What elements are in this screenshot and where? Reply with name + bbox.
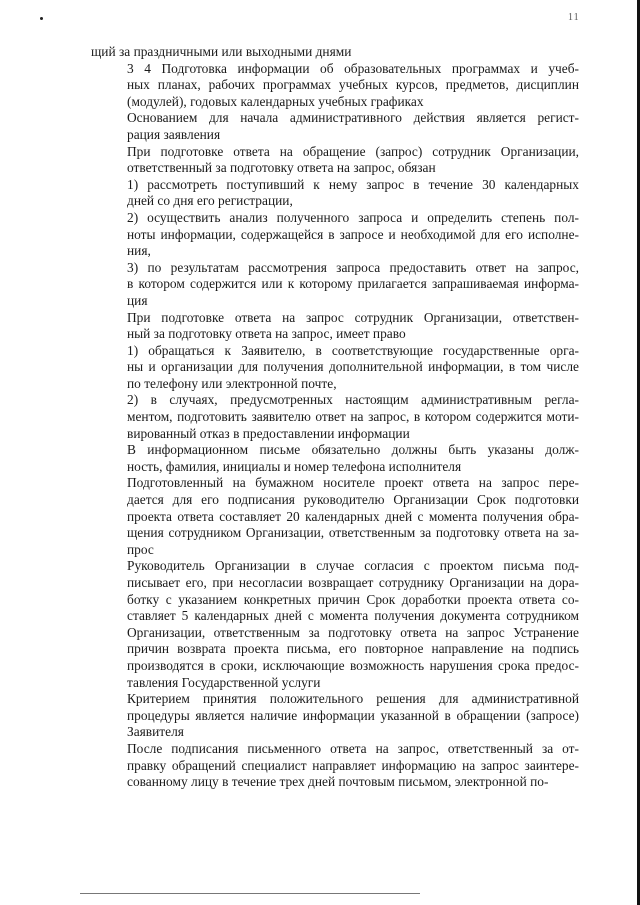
text-line: 1) обращаться к Заявителю, в соответствующие государственные орга- <box>127 342 579 358</box>
text-line: В информационном письме обязательно должны быть указаны долж- <box>127 442 579 458</box>
paragraph <box>91 177 579 210</box>
page-number: 11 <box>568 12 580 23</box>
text-line: вированный отказ в предоставлении информации <box>127 425 410 441</box>
paragraph <box>91 61 579 111</box>
paragraph <box>91 691 579 741</box>
text-line: ция <box>127 292 148 308</box>
text-line: 3) по результатам рассмотрения запроса предоставить ответ на запрос, <box>127 259 579 275</box>
text-line: Заявителя <box>127 724 184 740</box>
scan-bottom-line <box>80 893 420 894</box>
text-line: ответственный за подготовку ответа на запрос, обязан <box>127 160 436 176</box>
text-line: тавления Государственной услуги <box>127 674 321 690</box>
paragraph <box>91 144 579 177</box>
text-line: ния, <box>127 243 151 259</box>
text-line: дается для его подписания руководителю Организации Срок подготовки <box>127 492 579 508</box>
text-line: После подписания письменного ответа на запрос, ответственный за от- <box>127 740 579 756</box>
paragraph <box>91 558 579 691</box>
document-body <box>91 44 579 791</box>
text-line: ноты информации, содержащейся в запросе и необходимой для его исполне- <box>127 226 579 242</box>
text-line: дней со дня его регистрации, <box>127 193 293 209</box>
text-line: щения сотрудником Организации, ответственным за подготовку ответа на за- <box>127 525 579 541</box>
text-line: писывает его, при несогласии возвращает сотруднику Организации на дора- <box>127 575 579 590</box>
text-line: ны и организации для получения дополнительной информации, в том числе <box>127 359 579 375</box>
paragraph <box>91 343 579 393</box>
text-line: Основанием для начала административного действия является регист- <box>127 110 579 126</box>
paragraph <box>91 741 579 791</box>
text-line: производятся в сроки, исключающие возможность нарушения срока предос- <box>127 657 579 673</box>
text-line: в котором содержится или к которому прилагается запрашиваемая информа- <box>127 276 579 292</box>
text-line: проекта ответа составляет 20 календарных дней с момента получения обра- <box>127 508 579 524</box>
text-line: причин возврата проекта письма, его повторное направление на подпись <box>127 641 579 657</box>
scan-dot <box>40 17 43 20</box>
text-line: При подготовке ответа на запрос сотрудник Организации, ответствен- <box>127 309 579 325</box>
paragraph <box>91 310 579 343</box>
text-line: При подготовке ответа на обращение (запрос) сотрудник Организации, <box>127 143 579 159</box>
text-line: прос <box>127 541 154 557</box>
text-line: ный за подготовку ответа на запрос, имеет право <box>127 326 406 342</box>
text-line: рация заявления <box>127 126 221 142</box>
text-line: процедуры является наличие информации указанной в обращении (запросе) <box>127 707 579 723</box>
text-line: Подготовленный на бумажном носителе проект ответа на запрос пере- <box>127 475 579 491</box>
text-line: Организации, ответственным за подготовку ответа на запрос Устранение <box>127 624 579 640</box>
paragraph <box>91 260 579 310</box>
text-line: 1) рассмотреть поступивший к нему запрос в течение 30 календарных <box>127 176 579 192</box>
text-line: Руководитель Организации в случае согласия с проектом письма под- <box>127 558 579 574</box>
paragraph <box>91 44 579 61</box>
paragraph <box>91 210 579 260</box>
text-line: Критерием принятия положительного решения для административной <box>127 691 579 707</box>
text-line: ность, фамилия, инициалы и номер телефона исполнителя <box>127 458 462 474</box>
paragraph <box>91 392 579 442</box>
paragraph <box>91 442 579 475</box>
text-line: ных планах, рабочих программах учебных курсов, предметов, дисциплин <box>127 77 579 93</box>
paragraph <box>91 475 579 558</box>
paragraph <box>91 110 579 143</box>
text-line: (модулей), годовых календарных учебных графиках <box>127 93 424 109</box>
text-line: по телефону или электронной почте, <box>127 375 337 391</box>
text-line: 2) в случаях, предусмотренных настоящим административным регла- <box>127 392 579 408</box>
text-line: ставляет 5 календарных дней с момента получения документа сотрудником <box>127 608 579 624</box>
text-line: ботку с указанием конкретных причин Срок доработки проекта ответа со- <box>127 591 579 607</box>
text-line: ментом, подготовить заявителю ответ на запрос, в котором содержится моти- <box>127 409 579 425</box>
text-line: 3 4 Подготовка информации об образовательных программах и учеб- <box>127 60 579 76</box>
text-line: 2) осуществить анализ полученного запроса и определить степень пол- <box>127 209 579 225</box>
text-line: правку обращений специалист направляет информацию на запрос заинтере- <box>127 757 579 773</box>
text-line: щий за праздничными или выходными днями <box>91 44 352 59</box>
text-line: сованному лицу в течение трех дней почтовым письмом, электронной по- <box>127 774 549 790</box>
